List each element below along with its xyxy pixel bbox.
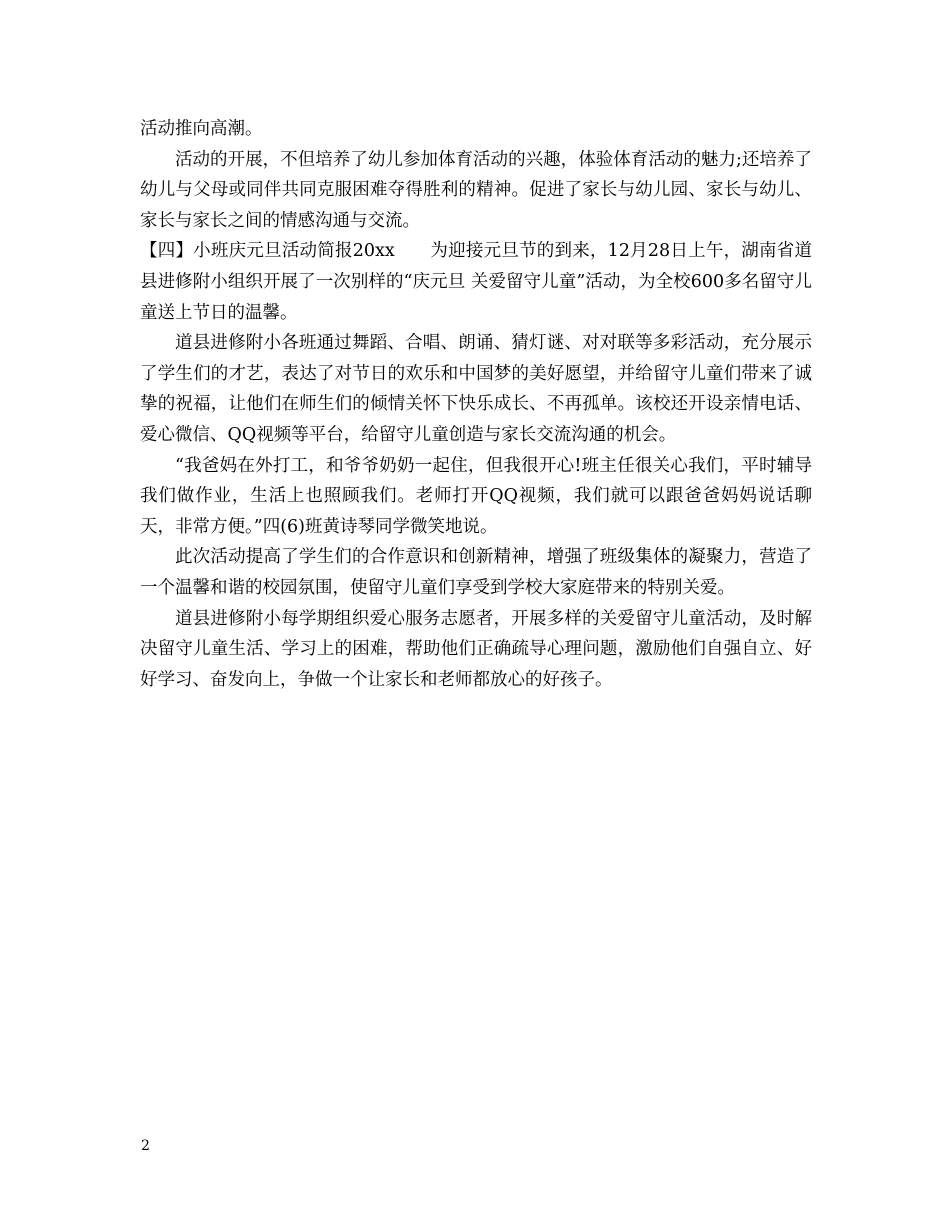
page-number: 2 [141, 1138, 150, 1154]
paragraph: 此次活动提高了学生们的合作意识和创新精神，增强了班级集体的凝聚力，营造了一个温馨和谐的校园氛围，使留守儿童们享受到学校大家庭带来的特别关爱。 [140, 547, 812, 598]
paragraph: 活动推向高潮。 [140, 119, 263, 139]
paragraph-section-heading: 【四】小班庆元旦活动简报20xx 为迎接元旦节的到来，12月28日上午，湖南省道县进修附小组织开展了一次别样的“庆元旦 关爱留守儿童”活动，为全校600多名留守儿童送上节日的温馨。 [140, 241, 812, 323]
paragraph-quote: “我爸妈在外打工，和爷爷奶奶一起住，但我很开心!班主任很关心我们，平时辅导我们做作业，生活上也照顾我们。老师打开QQ视频，我们就可以跟爸爸妈妈说话聊天，非常方便。”四(6)班黄诗琴同学微笑地说。 [140, 455, 812, 537]
paragraph: 道县进修附小每学期组织爱心服务志愿者，开展多样的关爱留守儿童活动，及时解决留守儿童生活、学习上的困难，帮助他们正确疏导心理问题，激励他们自强自立、好好学习、奋发向上，争做一个让家长和老师都放心的好孩子。 [140, 608, 812, 690]
paragraph: 活动的开展，不但培养了幼儿参加体育活动的兴趣，体验体育活动的魅力;还培养了幼儿与父母或同伴共同克服困难夺得胜利的精神。促进了家长与幼儿园、家长与幼儿、家长与家长之间的情感沟通与交流。 [140, 149, 812, 231]
document-body [140, 114, 812, 695]
paragraph: 道县进修附小各班通过舞蹈、合唱、朗诵、猜灯谜、对对联等多彩活动，充分展示了学生们的才艺，表达了对节日的欢乐和中国梦的美好愿望，并给留守儿童们带来了诚挚的祝福，让他们在师生们的倾情关怀下快乐成长、不再孤单。该校还开设亲情电话、爱心微信、QQ视频等平台，给留守儿童创造与家长交流沟通的机会。 [140, 333, 812, 445]
